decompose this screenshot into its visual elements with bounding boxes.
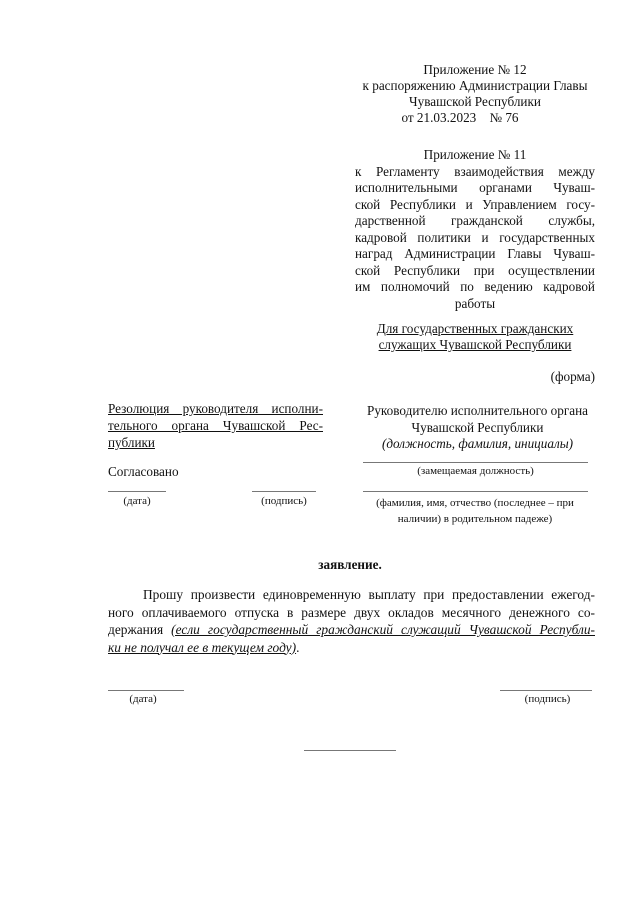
addressee-line1: Руководителю исполнительного органа [367,403,588,418]
appendix-11-line: наград Администрации Главы Чуваш- [355,246,595,261]
appendix-12-line2: к распоряжению Администрации Главы [362,78,588,93]
agreed-signature-line [252,491,316,492]
name-line [363,491,588,492]
appendix-12-line3: Чувашской Республики [409,94,541,109]
body-line2: ного оплачиваемого отпуска в размере двух окладов месячного денежного со- [108,604,595,620]
resolution-line2: тельного органа Чувашской Рес- [108,418,323,433]
name-caption [355,495,595,527]
footer-signature-line [500,690,592,691]
resolution-line3: публики [108,435,155,450]
body-line3-plain: держания [108,622,172,637]
body-line1: Прошу произвести единовременную выплату при предоставлении ежегод- [143,587,595,602]
body-line4-end: . [296,639,300,655]
appendix-11-line: ской Республики при осуществлении [355,262,595,278]
statement-body [108,586,595,656]
footer-signature-caption: (подпись) [524,693,571,705]
name-caption-line2: наличии) в родительном падеже) [397,513,553,525]
audience-line1: Для государственных гражданских [376,321,574,336]
appendix-11-block [355,147,595,312]
addressee-line2: Чувашской Республики [411,419,544,435]
appendix-11-line: им полномочий по ведению кадровой [355,279,595,294]
appendix-11-line: кадровой политики и государственных [355,229,595,245]
body-line3 [108,621,595,639]
audience-block [355,321,595,353]
appendix-11-line: к Регламенту взаимодействия между [355,163,595,179]
resolution-block [108,400,323,451]
appendix-12-block [330,62,620,126]
position-caption: (замещаемая должность) [417,465,534,477]
appendix-12-title: Приложение № 12 [423,62,527,77]
agreed-label: Согласовано [108,464,179,479]
name-caption-line1: (фамилия, имя, отчество (последнее – при [376,497,574,509]
agreed-signature-caption: (подпись) [261,495,307,507]
body-line3-italic: (если государственный гражданский служащий Чувашской Республи- [171,622,595,637]
form-label: (форма) [550,369,595,384]
appendix-12-date-number: от 21.03.2023 № 76 [401,110,519,125]
addressee-block [355,403,600,453]
closing-separator [304,750,396,751]
statement-title: заявление. [318,557,382,572]
appendix-11-line: исполнительными органами Чуваш- [355,180,595,195]
agreed-date-line [108,491,166,492]
resolution-line1: Резолюция руководителя исполни- [108,401,323,416]
body-line4 [108,639,595,657]
appendix-11-title: Приложение № 11 [423,147,527,162]
appendix-11-line: дарственной гражданской службы, [355,213,595,228]
appendix-11-line: ской Республики и Управлением госу- [355,196,595,212]
footer-date-line [108,690,184,691]
footer-date-caption: (дата) [129,693,157,705]
body-line4-italic: ки не получал ее в текущем году) [108,639,297,655]
position-line [363,462,588,463]
audience-line2: служащих Чувашской Республики [378,337,572,352]
addressee-line3: (должность, фамилия, инициалы) [381,436,574,451]
agreed-date-caption: (дата) [123,495,151,507]
appendix-11-last-line: работы [454,295,496,311]
